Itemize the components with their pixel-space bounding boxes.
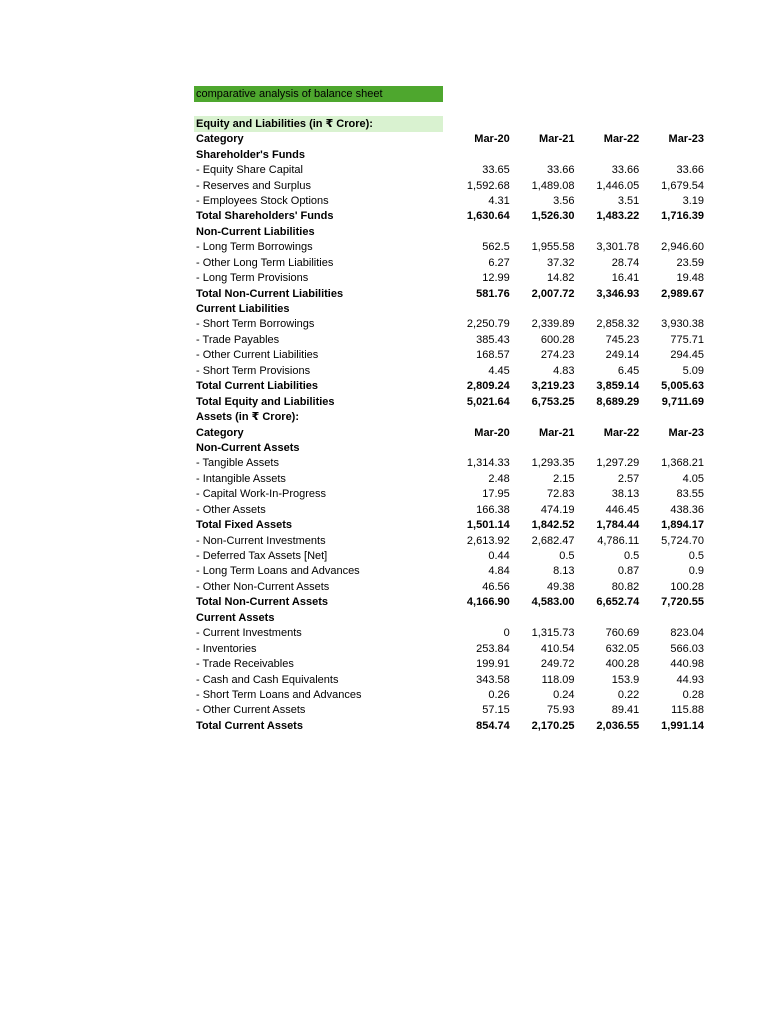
value-cell[interactable]: 0.26 (488, 688, 510, 701)
row-label-cell[interactable]: - Other Current Liabilities (196, 349, 319, 362)
value-cell[interactable]: 0.22 (617, 688, 640, 701)
value-cell[interactable] (575, 302, 640, 317)
value-cell[interactable] (639, 611, 704, 626)
table-row (194, 132, 704, 147)
value-cell[interactable] (639, 441, 704, 456)
table-row (194, 317, 704, 332)
value-cell[interactable]: 168.57 (476, 349, 510, 362)
row-label-cell[interactable]: - Short Term Provisions (196, 364, 311, 377)
value-cell[interactable]: 3,301.78 (596, 241, 640, 254)
value-cell[interactable]: Mar-20 (474, 426, 510, 439)
table-row (194, 518, 704, 533)
row-label-cell[interactable]: - Long Term Borrowings (196, 241, 313, 254)
value-cell[interactable]: 1,679.54 (661, 179, 704, 192)
row-label-cell[interactable]: Total Equity and Liabilities (196, 395, 335, 408)
table-row (194, 564, 704, 579)
table-row (194, 688, 704, 703)
table-row (194, 348, 704, 363)
value-cell[interactable]: 118.09 (541, 673, 575, 686)
value-cell[interactable]: 0.5 (688, 550, 704, 563)
row-label-cell[interactable]: Non-Current Assets (196, 441, 300, 454)
row-label-cell[interactable]: - Tangible Assets (196, 457, 279, 470)
value-cell[interactable]: 49.38 (546, 580, 575, 593)
value-cell[interactable] (639, 410, 704, 425)
value-cell[interactable]: 115.88 (671, 704, 704, 717)
row-label-cell[interactable]: - Reserves and Surplus (196, 179, 311, 192)
table-row (194, 333, 704, 348)
value-cell[interactable]: 1,592.68 (466, 179, 510, 192)
value-cell[interactable]: 6.27 (488, 256, 510, 269)
value-cell[interactable] (445, 410, 510, 425)
row-label-cell[interactable]: Total Non-Current Assets (196, 596, 329, 609)
value-cell[interactable]: 400.28 (605, 658, 640, 671)
value-cell[interactable]: 0.5 (623, 550, 640, 563)
value-cell[interactable] (575, 225, 640, 240)
row-label-cell[interactable]: - Equity Share Capital (196, 164, 303, 177)
value-cell[interactable]: 38.13 (611, 488, 640, 501)
value-cell[interactable]: 5,005.63 (661, 380, 704, 393)
table-row (194, 549, 704, 564)
value-cell[interactable]: 4,166.90 (466, 596, 510, 609)
table-row (194, 286, 704, 301)
value-cell[interactable]: 1,991.14 (661, 719, 704, 732)
row-label-cell[interactable]: - Cash and Cash Equivalents (196, 673, 339, 686)
value-cell[interactable]: 3,346.93 (596, 287, 640, 300)
table-row (194, 611, 704, 626)
value-cell[interactable]: Mar-23 (668, 426, 704, 439)
value-cell[interactable]: 5,021.64 (466, 395, 510, 408)
value-cell[interactable]: 5.09 (682, 364, 704, 377)
value-cell[interactable] (510, 611, 575, 626)
value-cell[interactable] (639, 302, 704, 317)
value-cell[interactable]: 6.45 (617, 364, 640, 377)
value-cell[interactable] (445, 302, 510, 317)
table-row (194, 147, 704, 162)
row-label-cell[interactable]: - Other Long Term Liabilities (196, 256, 334, 269)
empty-row (194, 102, 706, 116)
row-label-cell[interactable]: Total Fixed Assets (196, 519, 292, 532)
value-cell[interactable]: 600.28 (540, 333, 575, 346)
value-cell[interactable]: 1,630.64 (466, 210, 510, 223)
value-cell[interactable]: 2,007.72 (531, 287, 575, 300)
table-row (194, 425, 704, 440)
equity-section-title-cell[interactable]: Equity and Liabilities (in ₹ Crore): (194, 116, 443, 132)
value-cell[interactable]: 274.23 (540, 349, 575, 362)
row-label-cell[interactable]: Total Non-Current Liabilities (196, 287, 344, 300)
value-cell[interactable]: 3.51 (617, 194, 640, 207)
value-cell[interactable]: 75.93 (546, 704, 575, 717)
value-cell[interactable]: 2,946.60 (661, 241, 704, 254)
value-cell[interactable]: Mar-21 (539, 426, 575, 439)
value-cell[interactable] (639, 147, 704, 162)
value-cell[interactable] (575, 147, 640, 162)
table-row (194, 410, 704, 425)
value-cell[interactable]: 72.83 (546, 488, 575, 501)
table-row (194, 672, 704, 687)
value-cell[interactable]: Mar-22 (603, 133, 640, 146)
value-cell[interactable]: 3,859.14 (596, 380, 640, 393)
value-cell[interactable]: 2,250.79 (466, 318, 510, 331)
value-cell[interactable]: 8.13 (553, 565, 575, 578)
row-label-cell[interactable]: Category (196, 426, 244, 439)
value-cell[interactable]: 0.87 (617, 565, 640, 578)
row-label-cell[interactable]: - Trade Receivables (196, 658, 294, 671)
value-cell[interactable]: 3,930.38 (661, 318, 704, 331)
value-cell[interactable]: 44.93 (676, 673, 704, 686)
value-cell[interactable]: 3.19 (682, 194, 704, 207)
value-cell[interactable]: Mar-21 (539, 133, 575, 146)
value-cell[interactable]: 385.43 (476, 333, 510, 346)
table-row (194, 240, 704, 255)
row-label-cell[interactable]: - Other Current Assets (196, 704, 306, 717)
value-cell[interactable]: 1,526.30 (531, 210, 575, 223)
row-label-cell[interactable]: - Employees Stock Options (196, 194, 329, 207)
value-cell[interactable]: 9,711.69 (661, 395, 704, 408)
value-cell[interactable]: 2,989.67 (661, 287, 704, 300)
value-cell[interactable]: 446.45 (605, 503, 640, 516)
value-cell[interactable]: 4,786.11 (597, 534, 640, 547)
value-cell[interactable] (445, 147, 510, 162)
value-cell[interactable]: 5,724.70 (661, 534, 704, 547)
table-row (194, 503, 704, 518)
value-cell[interactable]: 1,489.08 (531, 179, 575, 192)
table-row (194, 595, 704, 610)
table-row (194, 225, 704, 240)
row-label-cell[interactable]: Shareholder's Funds (196, 148, 305, 161)
value-cell[interactable]: 410.54 (540, 642, 575, 655)
value-cell[interactable]: 7,720.55 (661, 596, 704, 609)
value-cell[interactable]: 4.45 (488, 364, 510, 377)
value-cell[interactable]: 166.38 (476, 503, 510, 516)
row-label-cell[interactable]: Assets (in ₹ Crore): (196, 411, 300, 424)
table-row (194, 209, 704, 224)
value-cell[interactable] (445, 611, 510, 626)
row-label-cell[interactable]: - Other Assets (196, 503, 266, 516)
value-cell[interactable]: 14.82 (546, 272, 575, 285)
value-cell[interactable]: 33.66 (676, 164, 704, 177)
value-cell[interactable]: 1,842.52 (531, 519, 575, 532)
value-cell[interactable]: 1,784.44 (596, 519, 640, 532)
value-cell[interactable]: 1,446.05 (596, 179, 640, 192)
value-cell[interactable]: 2,613.92 (466, 534, 510, 547)
value-cell[interactable]: 2,036.55 (596, 719, 640, 732)
value-cell[interactable]: 6,652.74 (596, 596, 640, 609)
table-row (194, 256, 704, 271)
value-cell[interactable] (510, 302, 575, 317)
value-cell[interactable]: 28.74 (611, 256, 640, 269)
table-row (194, 302, 704, 317)
table-row (194, 456, 704, 471)
value-cell[interactable]: 4.83 (553, 364, 575, 377)
value-cell[interactable]: 2.15 (553, 472, 575, 485)
value-cell[interactable]: 46.56 (482, 580, 510, 593)
value-cell[interactable]: 4.31 (488, 194, 510, 207)
value-cell[interactable]: 1,315.73 (531, 627, 575, 640)
value-cell[interactable]: 89.41 (611, 704, 640, 717)
value-cell[interactable]: 0.44 (488, 550, 510, 563)
value-cell[interactable]: 2,682.47 (531, 534, 575, 547)
value-cell[interactable]: 0.9 (688, 565, 704, 578)
row-label-cell[interactable]: Non-Current Liabilities (196, 225, 315, 238)
value-cell[interactable]: 438.36 (670, 503, 704, 516)
value-cell[interactable]: 19.48 (676, 272, 704, 285)
value-cell[interactable] (639, 225, 704, 240)
value-cell[interactable]: Mar-20 (474, 133, 510, 146)
row-label-cell[interactable]: Current Liabilities (196, 303, 290, 316)
value-cell[interactable] (510, 147, 575, 162)
value-cell[interactable]: 4,583.00 (531, 596, 575, 609)
value-cell[interactable]: 16.41 (611, 272, 640, 285)
row-label-cell[interactable]: Category (196, 133, 244, 146)
value-cell[interactable]: 1,894.17 (661, 519, 704, 532)
value-cell[interactable]: 1,716.39 (661, 210, 704, 223)
value-cell[interactable]: 562.5 (482, 241, 510, 254)
table-row (194, 441, 704, 456)
value-cell[interactable]: 100.28 (670, 580, 704, 593)
value-cell[interactable] (445, 225, 510, 240)
row-label-cell[interactable]: - Long Term Loans and Advances (196, 565, 360, 578)
value-cell[interactable]: 1,297.29 (596, 457, 640, 470)
row-label-cell[interactable]: Current Assets (196, 611, 275, 624)
row-label-cell[interactable]: - Intangible Assets (196, 472, 286, 485)
row-label-cell[interactable]: - Long Term Provisions (196, 272, 309, 285)
value-cell[interactable]: 2.57 (617, 472, 640, 485)
value-cell[interactable]: 6,753.25 (531, 395, 575, 408)
value-cell[interactable] (575, 441, 640, 456)
value-cell[interactable]: 854.74 (476, 719, 510, 732)
value-cell[interactable]: 153.9 (611, 673, 640, 686)
value-cell[interactable]: 12.99 (482, 272, 510, 285)
row-label-cell[interactable]: - Short Term Borrowings (196, 318, 315, 331)
value-cell[interactable]: 566.03 (670, 642, 704, 655)
sheet-title-cell[interactable]: comparative analysis of balance sheet (194, 86, 443, 102)
value-cell[interactable]: 199.91 (476, 658, 510, 671)
value-cell[interactable]: 23.59 (676, 256, 704, 269)
table-row (194, 379, 704, 394)
balance-sheet-table (194, 132, 704, 734)
value-cell[interactable]: 632.05 (605, 642, 640, 655)
value-cell[interactable]: 33.66 (546, 164, 575, 177)
value-cell[interactable] (510, 441, 575, 456)
value-cell[interactable]: 440.98 (670, 658, 704, 671)
value-cell[interactable]: 37.32 (546, 256, 575, 269)
value-cell[interactable]: 249.14 (605, 349, 640, 362)
value-cell[interactable]: 1,368.21 (661, 457, 704, 470)
value-cell[interactable]: 0.28 (682, 688, 704, 701)
value-cell[interactable]: 83.55 (676, 488, 704, 501)
table-row (194, 394, 704, 409)
value-cell[interactable]: 2,809.24 (466, 380, 510, 393)
row-label-cell[interactable]: - Other Non-Current Assets (196, 580, 330, 593)
value-cell[interactable]: 775.71 (670, 333, 704, 346)
value-cell[interactable]: 4.84 (488, 565, 510, 578)
value-cell[interactable]: 294.45 (670, 349, 704, 362)
value-cell[interactable]: 581.76 (476, 287, 510, 300)
value-cell[interactable]: Mar-23 (668, 133, 704, 146)
row-label-cell[interactable]: - Short Term Loans and Advances (196, 688, 362, 701)
table-row (194, 703, 704, 718)
table-row (194, 194, 704, 209)
value-cell[interactable]: 745.23 (605, 333, 640, 346)
table-row (194, 641, 704, 656)
value-cell[interactable]: 1,501.14 (466, 519, 510, 532)
row-label-cell[interactable]: - Deferred Tax Assets [Net] (196, 550, 328, 563)
row-label-cell[interactable]: Total Shareholders' Funds (196, 210, 334, 223)
value-cell[interactable]: 3.56 (553, 194, 575, 207)
table-row (194, 178, 704, 193)
value-cell[interactable]: 2,858.32 (596, 318, 640, 331)
value-cell[interactable] (510, 225, 575, 240)
value-cell[interactable]: 253.84 (476, 642, 510, 655)
spreadsheet-sheet (194, 86, 706, 734)
value-cell[interactable]: 57.15 (482, 704, 510, 717)
value-cell[interactable]: 2.48 (488, 472, 510, 485)
value-cell[interactable]: 1,293.35 (531, 457, 575, 470)
value-cell[interactable]: 1,314.33 (466, 457, 510, 470)
table-row (194, 719, 704, 734)
row-label-cell[interactable]: - Current Investments (196, 627, 302, 640)
value-cell[interactable]: 33.65 (482, 164, 510, 177)
value-cell[interactable]: 2,170.25 (531, 719, 575, 732)
row-label-cell[interactable]: - Capital Work-In-Progress (196, 488, 326, 501)
value-cell[interactable]: 1,955.58 (531, 241, 575, 254)
value-cell[interactable]: 760.69 (605, 627, 640, 640)
value-cell[interactable]: 823.04 (670, 627, 704, 640)
value-cell[interactable]: 249.72 (540, 658, 575, 671)
value-cell[interactable]: 17.95 (482, 488, 510, 501)
table-row (194, 163, 704, 178)
value-cell[interactable]: 8,689.29 (596, 395, 640, 408)
value-cell[interactable]: 80.82 (611, 580, 640, 593)
value-cell[interactable]: 474.19 (540, 503, 575, 516)
table-row (194, 364, 704, 379)
row-label-cell[interactable]: Total Current Liabilities (196, 380, 319, 393)
value-cell[interactable]: 2,339.89 (531, 318, 575, 331)
value-cell[interactable]: 0 (503, 627, 510, 640)
value-cell[interactable]: 0.24 (553, 688, 575, 701)
value-cell[interactable] (575, 611, 640, 626)
value-cell[interactable]: 4.05 (682, 472, 704, 485)
value-cell[interactable]: 343.58 (476, 673, 510, 686)
value-cell[interactable] (510, 410, 575, 425)
value-cell[interactable] (445, 441, 510, 456)
value-cell[interactable]: 3,219.23 (531, 380, 575, 393)
value-cell[interactable]: 0.5 (559, 550, 575, 563)
value-cell[interactable] (575, 410, 640, 425)
row-label-cell[interactable]: - Non-Current Investments (196, 534, 326, 547)
table-row (194, 657, 704, 672)
row-label-cell[interactable]: Total Current Assets (196, 719, 303, 732)
table-row (194, 580, 704, 595)
value-cell[interactable]: Mar-22 (603, 426, 640, 439)
row-label-cell[interactable]: - Inventories (196, 642, 257, 655)
table-row (194, 533, 704, 548)
table-row (194, 626, 704, 641)
table-row (194, 472, 704, 487)
value-cell[interactable]: 1,483.22 (596, 210, 640, 223)
table-row (194, 487, 704, 502)
value-cell[interactable]: 33.66 (611, 164, 640, 177)
table-row (194, 271, 704, 286)
row-label-cell[interactable]: - Trade Payables (196, 333, 280, 346)
